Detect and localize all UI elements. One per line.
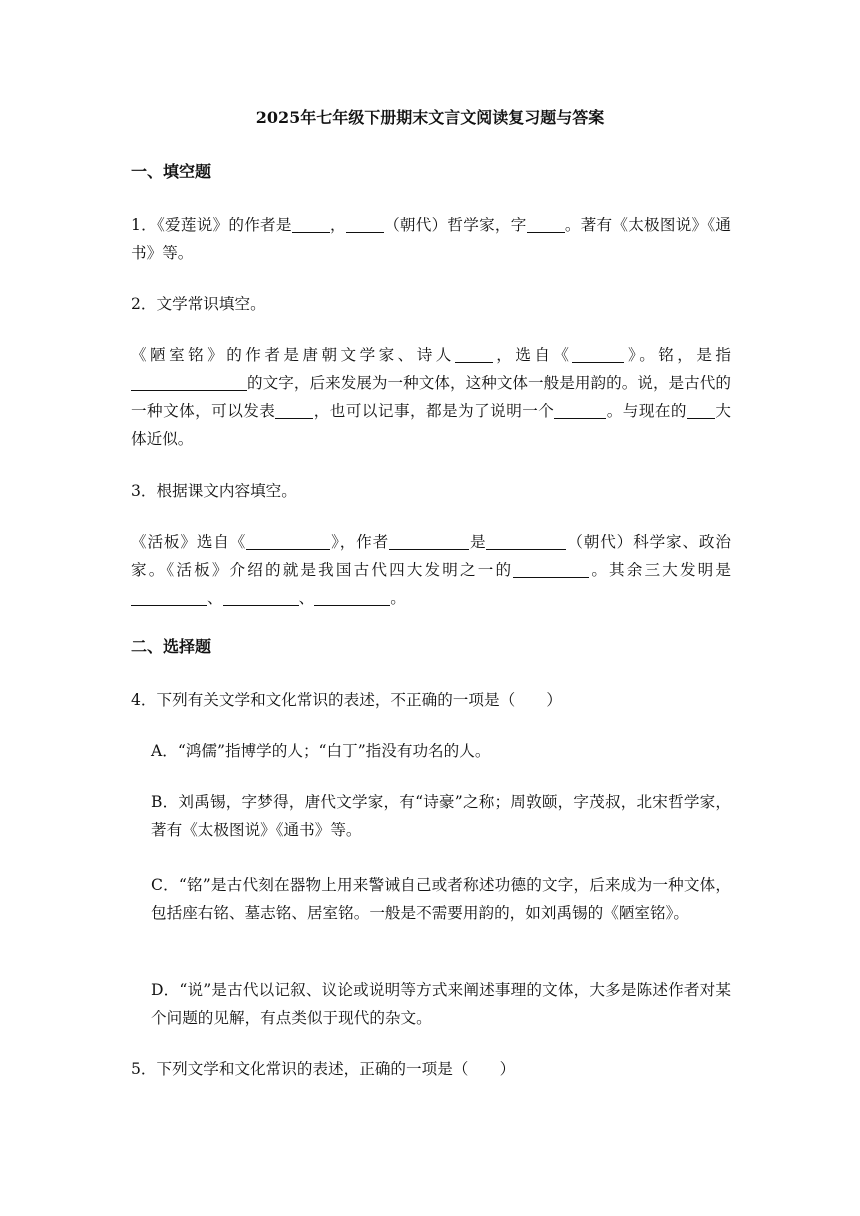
q1-text-2: ， bbox=[329, 216, 346, 234]
q2-text-3: 》。铭，是指 bbox=[624, 346, 731, 364]
q2-text-7: 大体近似。 bbox=[131, 402, 731, 448]
answer-blank bbox=[131, 587, 207, 606]
q3-text-4: （朝代）科学家、政治家。《活板》介绍的就是我国古代四大发明之一的 bbox=[131, 533, 731, 579]
q3-text-8: 。 bbox=[390, 589, 406, 607]
question-4-option-d: D．“说”是古代以记叙、议论或说明等方式来阐述事理的文体，大多是陈述作者对某个问题的见解，有点类似于现代的杂文。 bbox=[151, 981, 731, 1027]
question-4-option-a: A．“鸿儒”指博学的人；“白丁”指没有功名的人。 bbox=[151, 742, 491, 760]
q3-text-2: 》，作者 bbox=[330, 533, 390, 551]
question-3-heading: 3．根据课文内容填空。 bbox=[131, 482, 297, 500]
question-4-option-c: C．“铭”是古代刻在器物上用来警诫自己或者称述功德的文字，后来成为一种文体，包括座右铭、墓志铭、居室铭。一般是不需要用韵的，如刘禹锡的《陋室铭》。 bbox=[151, 876, 731, 922]
answer-blank bbox=[554, 400, 606, 419]
question-3-body bbox=[131, 528, 731, 612]
section-heading-fill-in: 一、填空题 bbox=[131, 162, 212, 181]
answer-blank bbox=[246, 531, 330, 550]
answer-blank bbox=[527, 214, 565, 233]
answer-blank bbox=[513, 559, 589, 578]
answer-blank bbox=[389, 531, 469, 550]
answer-blank bbox=[486, 531, 566, 550]
answer-blank bbox=[572, 344, 624, 363]
answer-blank bbox=[292, 214, 330, 233]
q2-text-6: 。与现在的 bbox=[606, 402, 687, 420]
question-2-body bbox=[131, 341, 731, 453]
q3-text-7: 、 bbox=[298, 589, 315, 607]
answer-blank bbox=[346, 214, 384, 233]
q3-text-5: 。其余三大发明是 bbox=[589, 561, 731, 579]
question-4-stem: 4．下列有关文学和文化常识的表述，不正确的一项是（ ） bbox=[131, 691, 562, 709]
answer-blank bbox=[131, 372, 247, 391]
q2-text-2: ，选自《 bbox=[492, 346, 573, 364]
question-2-heading: 2．文学常识填空。 bbox=[131, 295, 266, 313]
q3-text-1: 《活板》选自《 bbox=[131, 533, 247, 551]
q2-text-1: 《陋室铭》的作者是唐朝文学家、诗人 bbox=[131, 346, 455, 364]
q1-text-1: 1．《爱莲说》的作者是 bbox=[131, 216, 292, 234]
section-heading-multiple-choice: 二、选择题 bbox=[131, 637, 212, 656]
answer-blank bbox=[687, 400, 715, 419]
q2-text-4: 的文字，后来发展为一种文体，这种文体一般是用韵的。说，是古代的一种文体，可以发表 bbox=[131, 374, 731, 420]
question-5-stem: 5．下列文学和文化常识的表述，正确的一项是（ ） bbox=[131, 1060, 516, 1078]
document-title: 2025年七年级下册期末文言文阅读复习题与答案 bbox=[255, 108, 605, 127]
q3-text-3: 是 bbox=[469, 533, 487, 551]
q1-text-4: 。著有《太极图说》《通书》等。 bbox=[131, 216, 732, 262]
answer-blank bbox=[314, 587, 390, 606]
answer-blank bbox=[223, 587, 299, 606]
q3-text-6: 、 bbox=[207, 589, 223, 607]
question-1 bbox=[131, 211, 731, 267]
question-4-option-b: B．刘禹锡，字梦得，唐代文学家，有“诗豪”之称；周敦颐，字茂叔，北宋哲学家，著有《太极图说》《通书》等。 bbox=[151, 793, 731, 839]
q1-text-3: （朝代）哲学家，字 bbox=[383, 216, 527, 234]
answer-blank bbox=[455, 344, 493, 363]
answer-blank bbox=[275, 400, 313, 419]
q2-text-5: ，也可以记事，都是为了说明一个 bbox=[313, 402, 555, 420]
